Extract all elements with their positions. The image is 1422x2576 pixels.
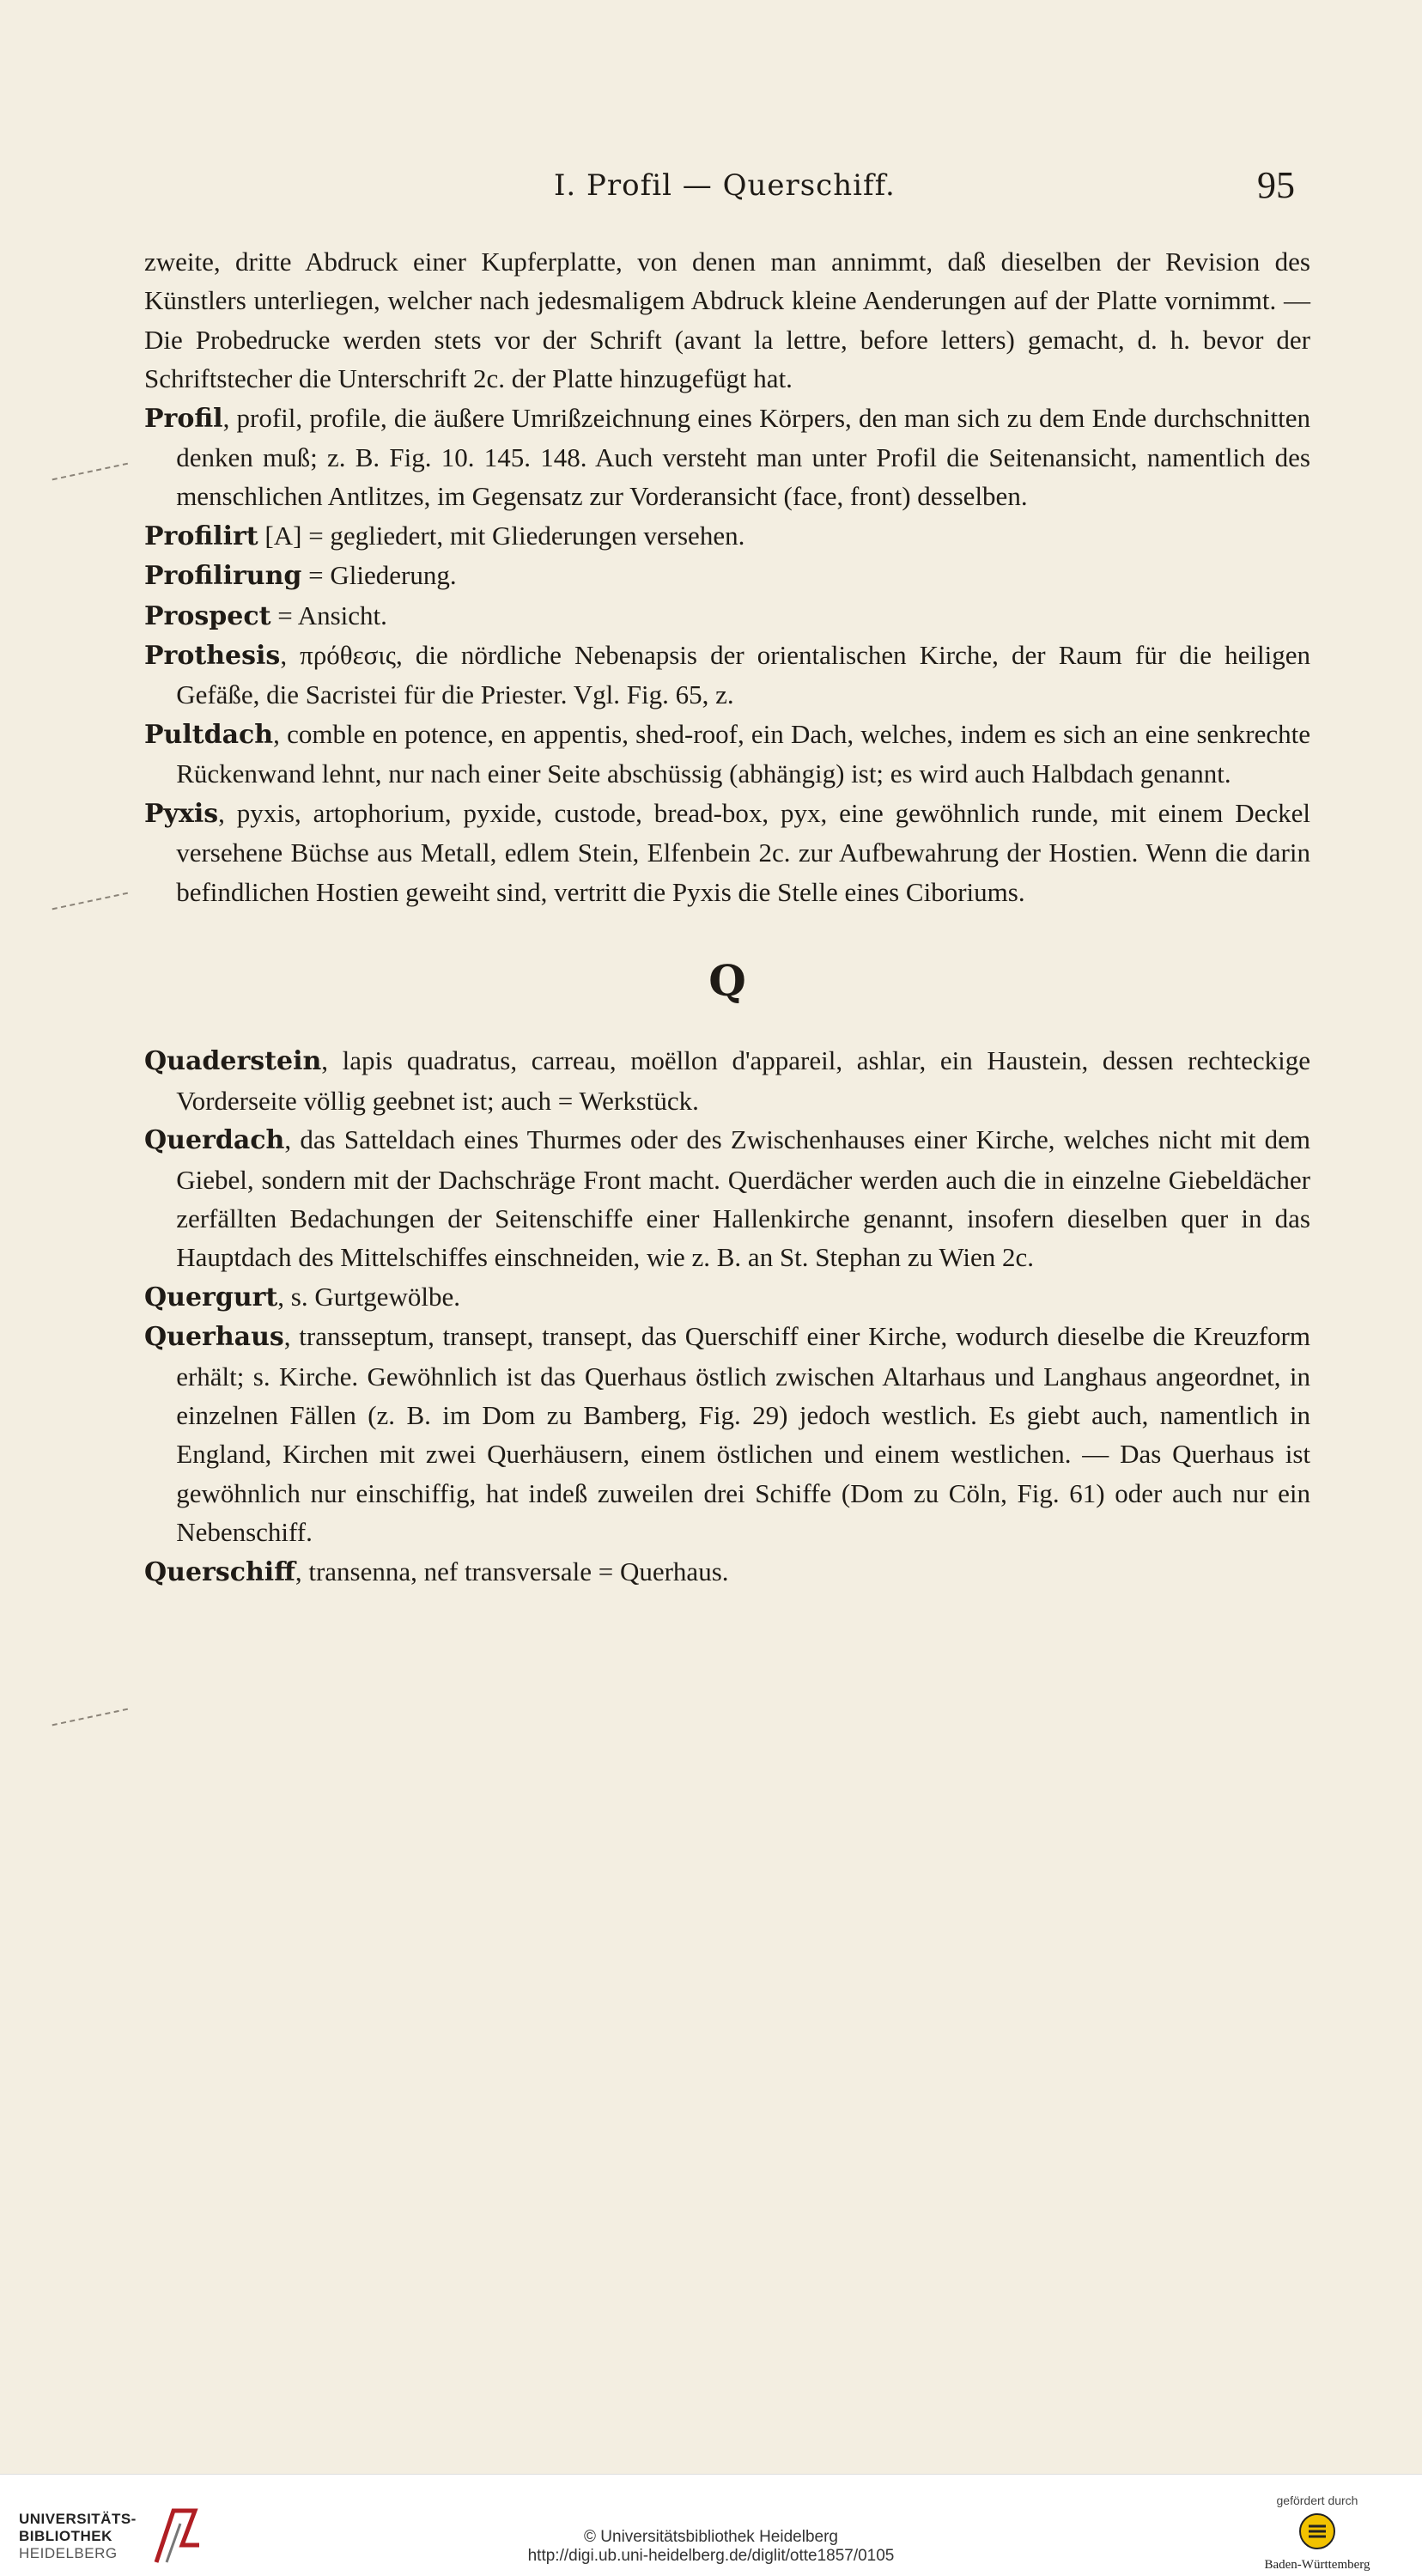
entry-text: , pyxis, artophorium, pyxide, custode, bread-box, pyx, eine gewöhnlich runde, mit einem Deckel versehene Büchse aus Metall, edlem Stein, Elfenbein 2c. zur Aufbewahrung der Hostien. Wenn die darin befindlichen Hostien geweiht sind, vertritt die Pyxis die Stelle eines Ciboriums. <box>176 797 1310 907</box>
section-letter: Q <box>708 954 746 1006</box>
entry-text: , transenna, nef transversale = Querhaus. <box>295 1556 729 1586</box>
entry-headword: Profil <box>144 403 223 434</box>
funder-block[interactable] <box>1231 2494 1403 2573</box>
logo-line-3: HEIDELBERG <box>19 2545 118 2561</box>
entry-headword: Querschiff <box>144 1556 295 1587</box>
entry-querdach <box>144 1120 1310 1277</box>
entry-text: , lapis quadratus, carreau, moëllon d'appareil, ashlar, ein Haustein, dessen rechteckige Vorderseite völlig geebnet ist; auch = Werkstück. <box>176 1045 1310 1116</box>
entry-text: [A] = gegliedert, mit Gliederungen versehen. <box>258 520 745 551</box>
entry-headword: Prothesis <box>144 641 281 672</box>
entry-prospect <box>144 596 1310 636</box>
entry-text: , profil, profile, die äußere Umrißzeichnung eines Körpers, den man sich zu dem Ende durchschnitten denken muß; z. B. Fig. 10. 145. 148. Auch versteht man unter Profil die Seitenansicht, namentlich des menschlichen Antlitzes, im Gegensatz zur Vorderansicht (face, front) desselben. <box>176 402 1310 512</box>
entry-headword: Quaderstein <box>144 1046 322 1077</box>
state-seal-icon <box>1298 2512 1336 2550</box>
entry-pultdach <box>144 715 1310 794</box>
entry-headword: Prospect <box>144 600 271 631</box>
entry-text: = Ansicht. <box>270 600 387 630</box>
entry-profilirung <box>144 556 1310 595</box>
entry-quergurt <box>144 1277 1310 1317</box>
entry-headword: Quergurt <box>144 1282 278 1312</box>
logo-line-1: UNIVERSITÄTS- <box>19 2511 137 2527</box>
entry-headword: Pultdach <box>144 719 274 750</box>
page-number: 95 <box>1257 164 1295 206</box>
entry-text: = Gliederung. <box>301 560 457 591</box>
entry-text: , s. Gurtgewölbe. <box>277 1281 460 1312</box>
margin-pencil-mark <box>52 463 129 483</box>
margin-pencil-mark <box>52 892 129 912</box>
entry-profilirt <box>144 516 1310 556</box>
funder-name: Baden-Württemberg <box>1264 2558 1370 2572</box>
entry-prothesis <box>144 636 1310 715</box>
entry-headword: Querdach <box>144 1125 285 1156</box>
entry-text: , πρόθεσις, die nördliche Nebenapsis der orientalischen Kirche, der Raum für die heiligen Gefäße, die Sacristei für die Priester. Vgl. Fig. 65, z. <box>176 640 1310 710</box>
entry-profil <box>144 399 1310 516</box>
running-head-title: I. Profil — Querschiff. <box>554 168 896 203</box>
entry-quaderstein <box>144 1041 1310 1120</box>
running-head <box>0 164 1422 220</box>
entry-headword: Querhaus <box>144 1322 284 1353</box>
permalink[interactable]: http://digi.ub.uni-heidelberg.de/diglit/otte1857/0105 <box>527 2547 895 2565</box>
funded-by-label: gefördert durch <box>1276 2494 1358 2507</box>
copyright-text: © Universitätsbibliothek Heidelberg <box>584 2528 838 2546</box>
entry-text: , transseptum, transept, transept, das Querschiff einer Kirche, wodurch dieselbe die Kreuzform erhält; s. Kirche. Gewöhnlich ist das Querhaus östlich zwischen Altarhaus und Langhaus angeordnet, in einzelnen Fällen (z. B. im Dom zu Bamberg, Fig. 29) jedoch westlich. Es giebt auch, namentlich in England, Kirchen mit zwei Querhäusern, einem östlichen und einem westlichen. — Das Querhaus ist gewöhnlich nur einschiffig, hat indeß zuweilen drei Schiffe (Dom zu Cöln, Fig. 61) oder auch nur ein Nebenschiff. <box>176 1321 1310 1548</box>
entry-headword: Pyxis <box>144 798 219 829</box>
logo-line-2: BIBLIOTHEK <box>19 2528 112 2544</box>
text-column <box>144 242 1310 1592</box>
entry-continuation <box>144 242 1310 399</box>
entry-text: , comble en potence, en appentis, shed-roof, ein Dach, welches, indem es sich an eine senkrechte Rückenwand lehnt, nur nach einer Seite abschüssig (abhängig) ist; es wird auch Halbdach genannt. <box>176 718 1310 789</box>
entry-headword: Profilirt <box>144 521 258 551</box>
footer-credits <box>0 2528 1422 2566</box>
margin-pencil-mark <box>52 1708 129 1728</box>
entry-querschiff <box>144 1552 1310 1592</box>
entry-querhaus <box>144 1317 1310 1551</box>
entry-text: , das Satteldach eines Thurmes oder des Zwischenhauses einer Kirche, welches nicht mit dem Giebel, sondern mit der Dachschräge Front macht. Querdächer werden auch die in einzelne Giebeldächer zerfällten Bedachungen der Seitenschiffe einer Hallenkirche genannt, insofern dieselben quer in das Hauptdach des Mittelschiffes einschneiden, wie z. B. an St. Stephan zu Wien 2c. <box>176 1124 1310 1273</box>
entry-text: zweite, dritte Abdruck einer Kupferplatte, von denen man annimmt, daß dieselben der Revision des Künstlers unterliegen, welcher nach jedesmaligem Abdruck kleine Aenderungen auf der Platte vornimmt. — Die Probedrucke werden stets vor der Schrift (avant la lettre, before letters) gemacht, d. h. bevor der Schriftstecher die Unterschrift 2c. der Platte hinzugefügt hat. <box>144 247 1310 394</box>
footer-bar <box>0 2474 1422 2576</box>
entry-pyxis <box>144 794 1310 911</box>
entry-headword: Profilirung <box>144 561 302 592</box>
